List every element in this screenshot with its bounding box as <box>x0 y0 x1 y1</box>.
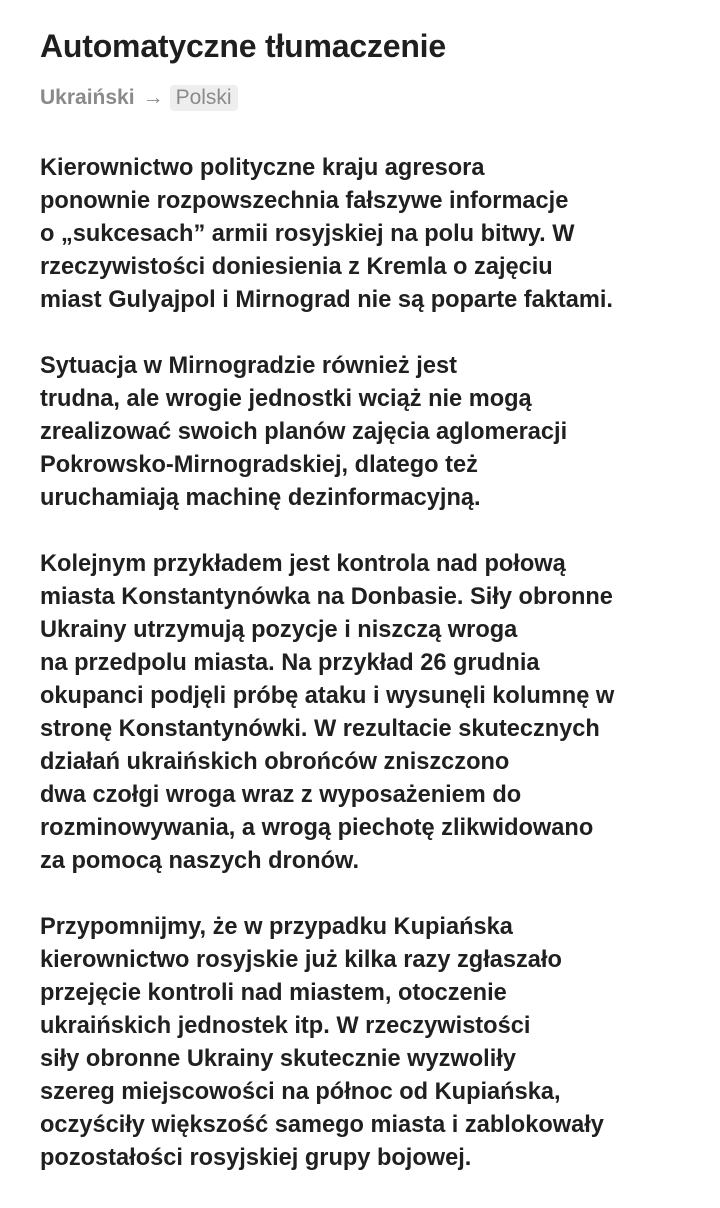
paragraph-4 <box>40 911 712 1175</box>
paragraph-3 <box>40 548 712 878</box>
text-line: Pokrowsko-Mirnogradskiej, dlatego też <box>40 452 478 478</box>
text-line: pozostałości rosyjskiej grupy bojowej. <box>40 1145 472 1171</box>
text-line: miast Gulyajpol i Mirnograd nie są poparte faktami. <box>40 287 613 313</box>
arrow-right-icon: → <box>142 86 164 109</box>
text-line: szereg miejscowości na północ od Kupiańska, <box>40 1079 561 1105</box>
paragraph-2 <box>40 350 712 515</box>
text-line: Kolejnym przykładem jest kontrola nad połową <box>40 551 566 577</box>
text-line: Przypomnijmy, że w przypadku Kupiańska <box>40 914 513 940</box>
text-line: okupanci podjęli próbę ataku i wysunęli kolumnę w <box>40 683 615 709</box>
text-line: działań ukraińskich obrońców zniszczono <box>40 749 510 775</box>
text-line: Sytuacja w Mirnogradzie również jest <box>40 353 457 379</box>
language-pair <box>40 84 238 112</box>
text-line: zrealizować swoich planów zajęcia aglomeracji <box>40 419 568 445</box>
text-line: ponownie rozpowszechnia fałszywe informacje <box>40 188 569 214</box>
text-line: dwa czołgi wroga wraz z wyposażeniem do <box>40 782 522 808</box>
text-line: na przedpolu miasta. Na przykład 26 grudnia <box>40 650 540 676</box>
text-line: rzeczywistości doniesienia z Kremla o zajęciu <box>40 254 553 280</box>
target-language[interactable]: Polski <box>170 85 238 111</box>
text-line: trudna, ale wrogie jednostki wciąż nie mogą <box>40 386 532 412</box>
text-line: Kierownictwo polityczne kraju agresora <box>40 155 485 181</box>
source-language[interactable]: Ukraiński <box>40 86 135 109</box>
text-line: miasta Konstantynówka na Donbasie. Siły obronne <box>40 584 613 610</box>
text-line: Ukrainy utrzymują pozycje i niszczą wroga <box>40 617 518 643</box>
page-title: Automatyczne tłumaczenie <box>40 28 446 64</box>
text-line: kierownictwo rosyjskie już kilka razy zgłaszało <box>40 947 562 973</box>
text-line: ukraińskich jednostek itp. W rzeczywistości <box>40 1013 531 1039</box>
text-line: o „sukcesach” armii rosyjskiej na polu bitwy. W <box>40 221 575 247</box>
text-line: stronę Konstantynówki. W rezultacie skutecznych <box>40 716 600 742</box>
text-line: za pomocą naszych dronów. <box>40 848 360 874</box>
text-line: oczyściły większość samego miasta i zablokowały <box>40 1112 604 1138</box>
translated-text <box>40 152 712 1208</box>
text-line: uruchamiają machinę dezinformacyjną. <box>40 485 481 511</box>
text-line: rozminowywania, a wrogą piechotę zlikwidowano <box>40 815 594 841</box>
paragraph-1 <box>40 152 712 317</box>
text-line: przejęcie kontroli nad miastem, otoczenie <box>40 980 507 1006</box>
text-line: siły obronne Ukrainy skutecznie wyzwoliły <box>40 1046 516 1072</box>
